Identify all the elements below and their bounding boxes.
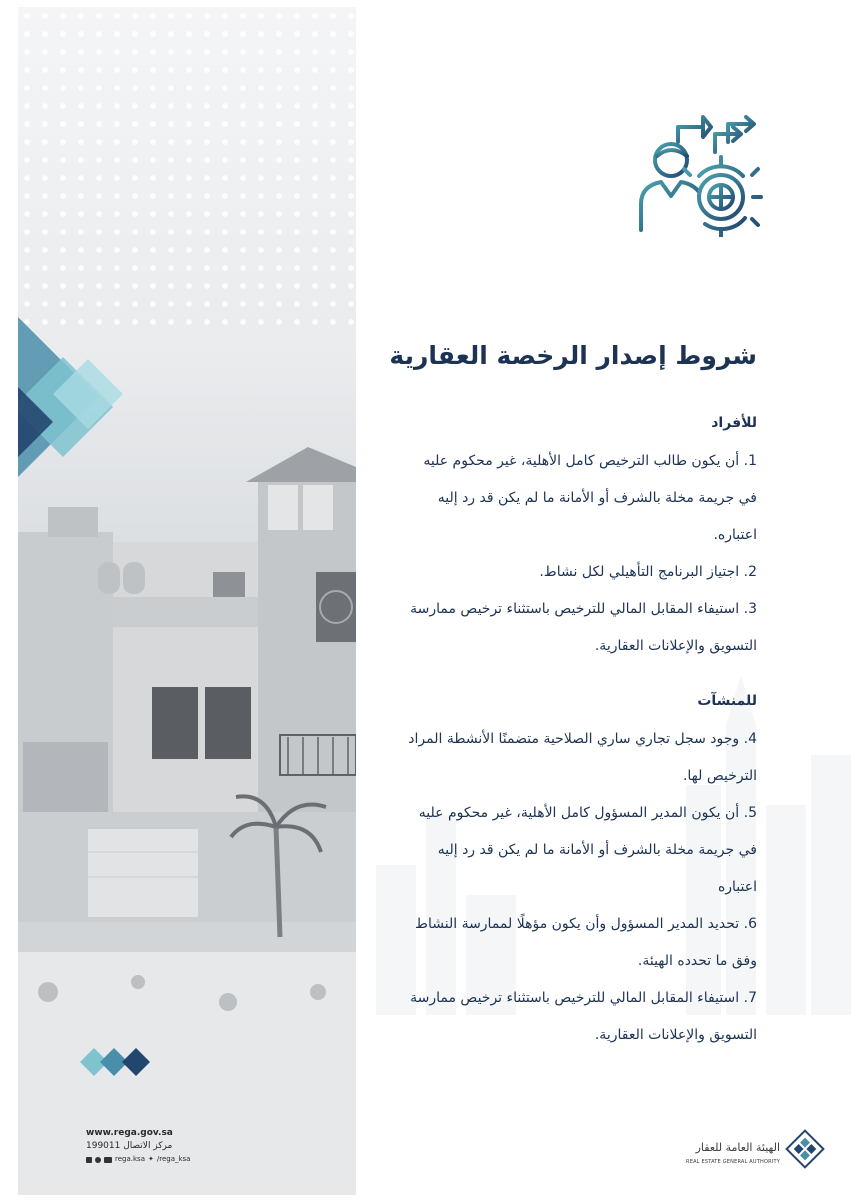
building-illustration [18,7,356,1195]
condition-line: 3. استيفاء المقابل المالي للترخيص باستثناء ترخيص ممارسة [410,601,757,617]
building-photo-panel [18,7,356,1195]
condition-line: 2. اجتياز البرنامج التأهيلي لكل نشاط. [539,564,757,580]
condition-line: 6. تحديد المدير المسؤول وأن يكون مؤهلًا لممارسة النشاط [415,916,757,932]
facebook-icon[interactable] [86,1157,92,1163]
page-title: شروط إصدار الرخصة العقارية [389,341,757,370]
logo-arabic-name: الهيئة العامة للعقار [695,1141,780,1154]
social-links [86,1153,190,1166]
diamond-cluster-icon [18,317,123,477]
condition-line: وفق ما تحدده الهيئة. [637,953,757,969]
condition-line: 7. استيفاء المقابل المالي للترخيص باستثناء ترخيص ممارسة [410,990,757,1006]
social-handle-1[interactable]: rega.ksa [115,1155,145,1163]
social-handle-2[interactable]: /rega_ksa [156,1155,191,1163]
call-center: مركز الاتصال 199011 [86,1141,173,1151]
rega-logo [650,1129,825,1169]
contact-info [86,1127,190,1166]
condition-line: في جريمة مخلة بالشرف أو الأمانة ما لم يكن قد رد إليه [437,842,757,858]
logo-english-name: REAL ESTATE GENERAL AUTHORITY [686,1159,780,1165]
condition-line: 1. أن يكون طالب الترخيص كامل الأهلية، غير محكوم عليه [423,453,757,469]
brochure-page [18,7,863,1195]
condition-line: 4. وجود سجل تجاري ساري الصلاحية متضمنًا الأنشطة المراد [408,731,757,747]
professional-gear-icon [633,112,783,237]
condition-line: اعتباره. [713,527,757,543]
establishments-heading: للمنشآت [697,693,757,709]
instagram-icon[interactable] [95,1157,101,1163]
conditions-content [357,415,757,1054]
condition-line: 5. أن يكون المدير المسؤول كامل الأهلية، غير محكوم عليه [418,805,757,821]
condition-line: الترخيص لها. [682,768,757,784]
website-link[interactable]: www.rega.gov.sa [86,1128,173,1138]
condition-line: في جريمة مخلة بالشرف أو الأمانة ما لم يكن قد رد إليه [437,490,757,506]
condition-line: التسويق والإعلانات العقارية. [594,638,757,654]
youtube-icon[interactable] [104,1157,112,1163]
condition-line: اعتباره [717,879,757,895]
twitter-icon[interactable]: ✦ [147,1155,154,1163]
rega-logo-icon [785,1129,825,1169]
condition-line: التسويق والإعلانات العقارية. [594,1027,757,1043]
individuals-heading: للأفراد [711,415,757,431]
small-diamonds-icon [80,1048,150,1076]
